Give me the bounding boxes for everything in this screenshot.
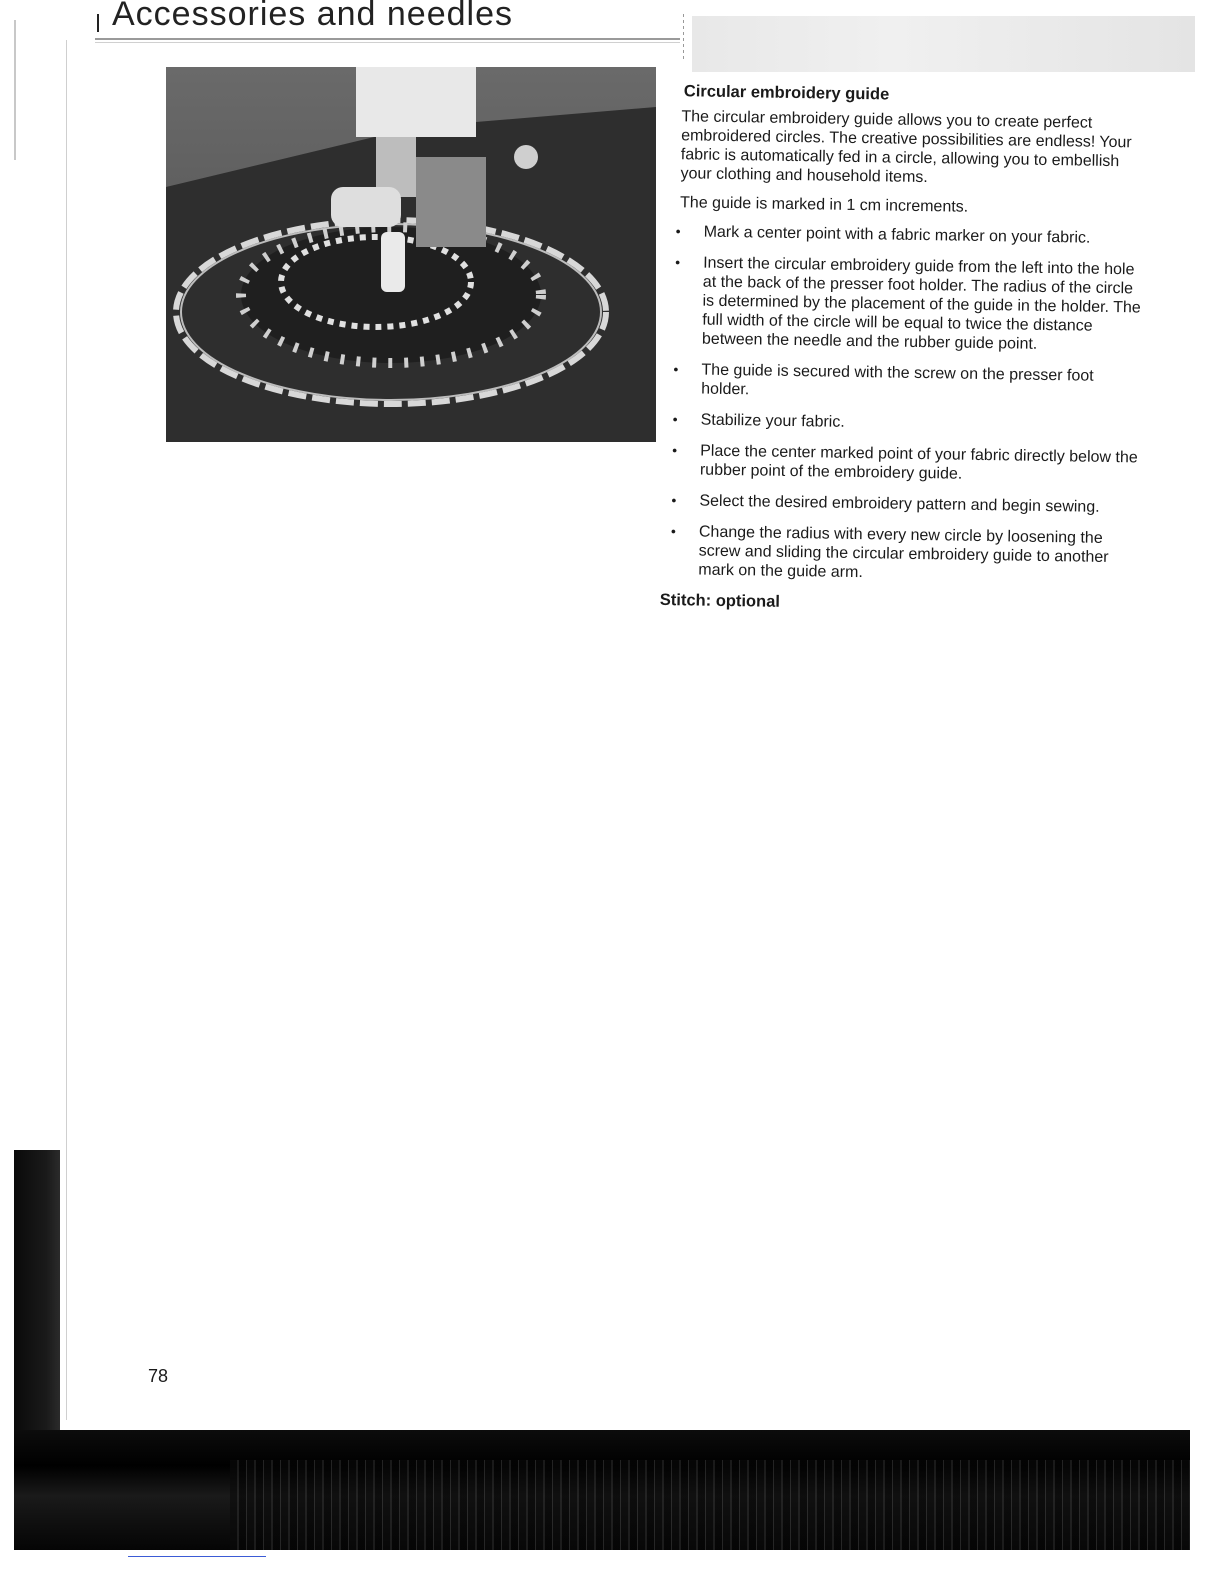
scan-artifact-line	[14, 20, 16, 160]
step-text: Mark a center point with a fabric marker on your fabric.	[703, 223, 1091, 247]
margin-line	[66, 40, 67, 1420]
header-band	[692, 16, 1195, 72]
stitch-note: Stitch: optional	[659, 590, 781, 611]
embroidery-photo-icon	[166, 67, 656, 442]
bullet-icon: •	[673, 361, 679, 378]
list-item	[661, 491, 1141, 518]
step-text: Place the center marked point of your fabric directly below the rubber point of the embroidery guide.	[699, 442, 1138, 483]
list-item	[662, 441, 1143, 487]
bullet-icon: •	[671, 492, 677, 509]
header-rule-thin	[95, 42, 680, 43]
bullet-icon: •	[675, 254, 681, 271]
increments-paragraph: The guide is marked in 1 cm increments.	[679, 194, 969, 216]
list-item	[660, 522, 1141, 587]
instructions-column	[660, 82, 1148, 617]
scan-shadow-left	[14, 1150, 60, 1450]
header-rule	[95, 38, 680, 40]
step-text: Insert the circular embroidery guide from the left into the hole at the back of the presser foot holder. The radius of the circle is determined by the placement of the guide in the holder. The full width of the circle will be equal to twice the distance between the needle and the rubber guide point.	[701, 254, 1141, 353]
list-item	[666, 222, 1146, 249]
step-text: The guide is secured with the screw on the presser foot holder.	[701, 361, 1094, 399]
dark-band-texture	[230, 1460, 1190, 1550]
list-item	[663, 360, 1144, 406]
bullet-icon: •	[675, 223, 681, 240]
intro-paragraph: The circular embroidery guide allows you to create perfect embroidered circles. The creative possibilities are endless! Your fabric is automatically fed in a circle, allowing you to embellish your clothing and household items.	[680, 108, 1132, 187]
page-header-title: Accessories and needles	[112, 0, 514, 33]
step-text: Change the radius with every new circle by loosening the screw and sliding the circular embroidery guide to another mark on the guide arm.	[698, 523, 1109, 582]
section-title: Circular embroidery guide	[683, 82, 890, 104]
steps-list	[660, 222, 1146, 586]
list-item	[663, 410, 1143, 437]
header-tick	[97, 14, 99, 32]
bullet-icon: •	[672, 442, 678, 459]
header-divider	[683, 14, 684, 62]
embroidery-photo	[166, 67, 656, 442]
list-item	[664, 253, 1145, 356]
step-text: Select the desired embroidery pattern and begin sewing.	[699, 492, 1100, 516]
page-number: 78	[148, 1366, 169, 1386]
step-text: Stabilize your fabric.	[700, 411, 845, 431]
scan-shadow-bottom	[0, 1430, 1224, 1584]
bullet-icon: •	[670, 523, 676, 540]
bullet-icon: •	[672, 411, 678, 428]
underline-artifact	[128, 1556, 266, 1557]
